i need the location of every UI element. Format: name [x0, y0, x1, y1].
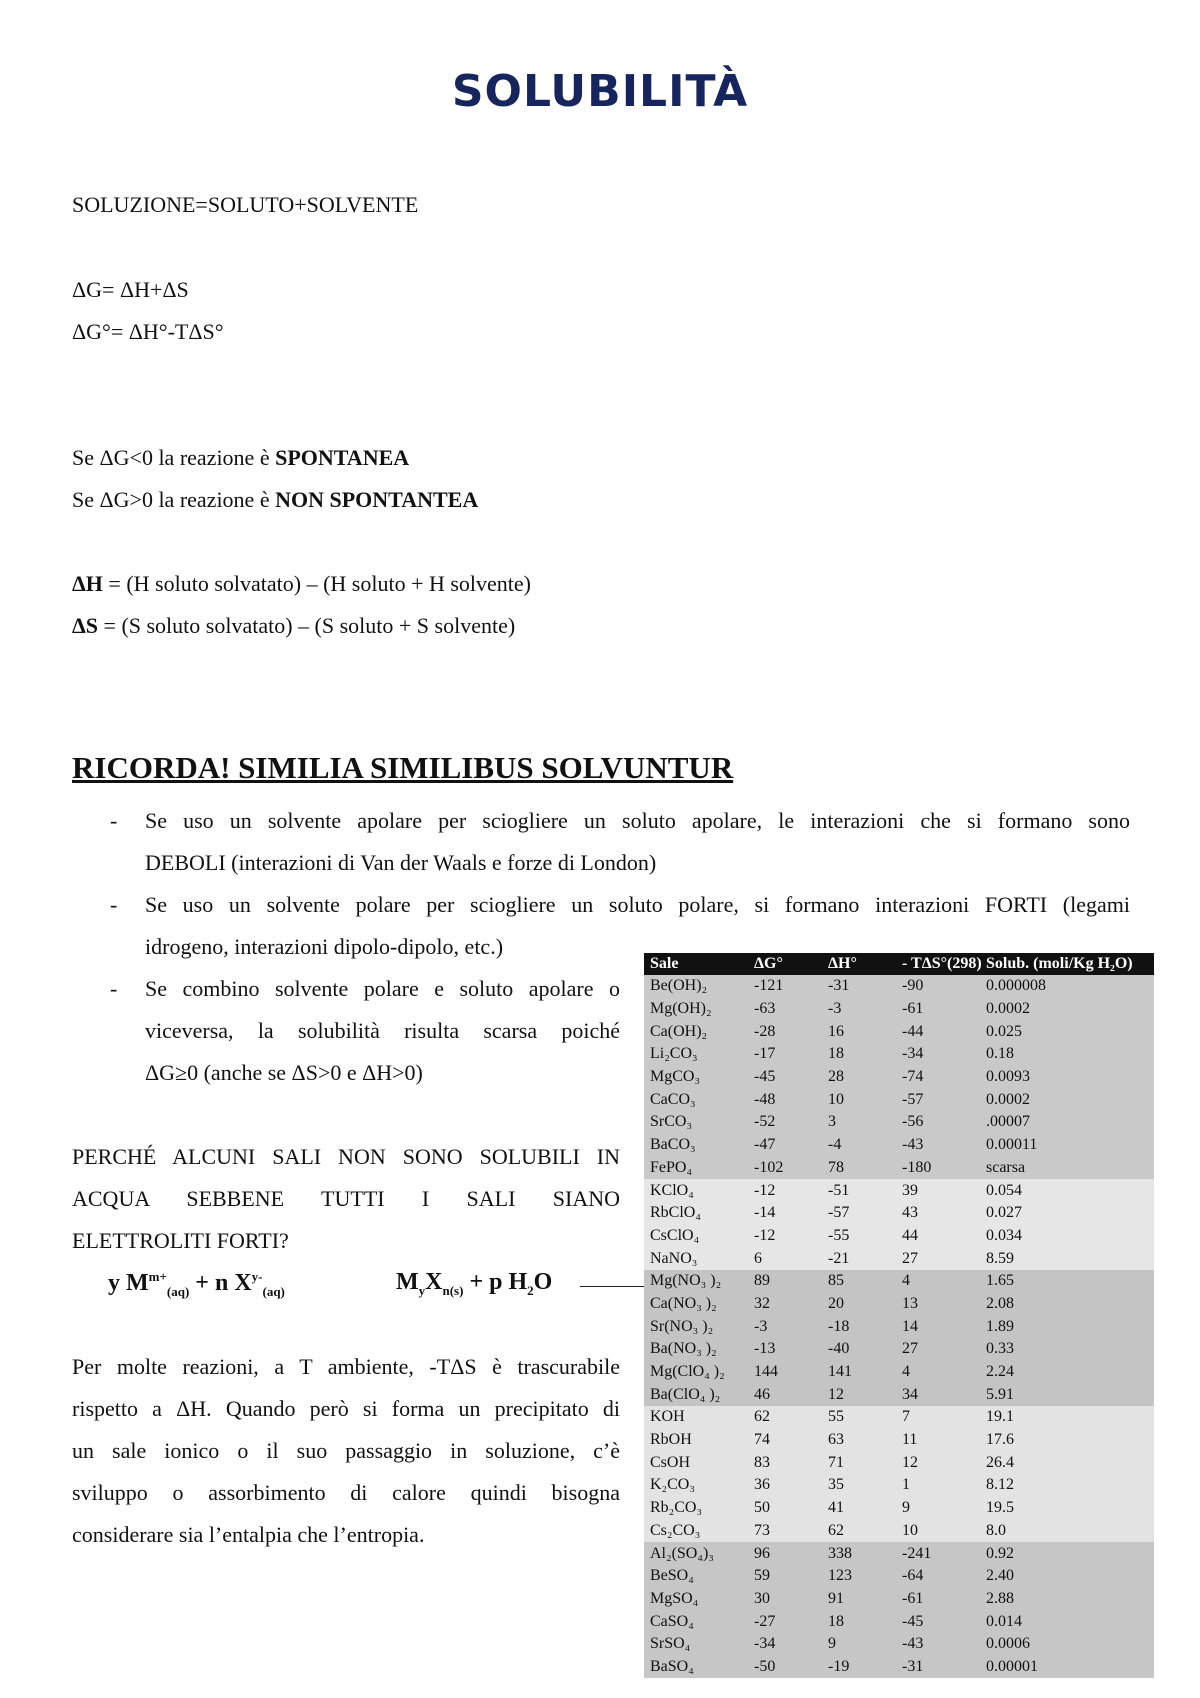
- bullet-1-line-2: DEBOLI (interazioni di Van der Waals e forze di London): [145, 850, 657, 875]
- cell-t-delta-s: -34: [896, 1043, 980, 1066]
- cell-delta-h: -21: [822, 1247, 896, 1270]
- cell-salt: KClO₄: [644, 1179, 748, 1202]
- cell-delta-h: -19: [822, 1656, 896, 1679]
- table-row: [644, 1474, 1154, 1497]
- cell-delta-h: -51: [822, 1179, 896, 1202]
- header-solubility: Solub. (moli/Kg H₂O): [980, 953, 1154, 975]
- cell-t-delta-s: -45: [896, 1610, 980, 1633]
- non-spontaneous-prefix: Se ΔG>0 la reazione è: [72, 487, 276, 512]
- cell-delta-h: -3: [822, 998, 896, 1021]
- cell-solubility: 26.4: [980, 1451, 1154, 1474]
- table-row: [644, 1020, 1154, 1043]
- bullet-marker: -: [110, 808, 118, 833]
- header-delta-h: ΔH°: [822, 953, 896, 975]
- enthalpy-text: = (H soluto solvatato) – (H soluto + H solvente): [102, 571, 532, 596]
- cell-salt: Mg(OH)₂: [644, 998, 748, 1021]
- cell-solubility: 8.12: [980, 1474, 1154, 1497]
- reaction-reactants: y $M^{m+}_{(aq)} + n$ $X^{y-}_{(aq)}$: [108, 1269, 285, 1299]
- cell-t-delta-s: 43: [896, 1202, 980, 1225]
- cell-delta-h: 91: [822, 1588, 896, 1611]
- cell-t-delta-s: 4: [896, 1270, 980, 1293]
- cell-delta-h: 41: [822, 1497, 896, 1520]
- cell-delta-g: 30: [748, 1588, 822, 1611]
- cell-delta-h: 3: [822, 1111, 896, 1134]
- cell-solubility: 0.00001: [980, 1656, 1154, 1679]
- cell-salt: RbClO₄: [644, 1202, 748, 1225]
- cell-salt: CsClO₄: [644, 1225, 748, 1248]
- cell-delta-h: 16: [822, 1020, 896, 1043]
- cell-solubility: 0.33: [980, 1338, 1154, 1361]
- table-row: [644, 1451, 1154, 1474]
- table-row: [644, 1520, 1154, 1543]
- table-row: [644, 1565, 1154, 1588]
- bullet-1-line-1: Se uso un solvente apolare per sciogliere un soluto apolare, le interazioni che si formano sono: [145, 808, 1130, 833]
- paragraph-line-3: un sale ionico o il suo passaggio in soluzione, c’è: [72, 1438, 620, 1463]
- spontaneous-line: [72, 445, 409, 471]
- table-row: [644, 1610, 1154, 1633]
- cell-delta-g: 74: [748, 1429, 822, 1452]
- cell-t-delta-s: 39: [896, 1179, 980, 1202]
- table-body: [644, 975, 1154, 1678]
- enthalpy-definition: [72, 571, 531, 597]
- cell-solubility: 0.0006: [980, 1633, 1154, 1656]
- cell-salt: BaCO₃: [644, 1134, 748, 1157]
- cell-delta-g: 6: [748, 1247, 822, 1270]
- entropy-symbol: ΔS: [72, 613, 99, 638]
- cell-t-delta-s: 13: [896, 1293, 980, 1316]
- cell-salt: Ba(NO₃ )₂: [644, 1338, 748, 1361]
- cell-t-delta-s: -43: [896, 1633, 980, 1656]
- table-row: [644, 1134, 1154, 1157]
- table-row: [644, 1497, 1154, 1520]
- cell-delta-g: 32: [748, 1293, 822, 1316]
- cell-delta-h: -4: [822, 1134, 896, 1157]
- cell-delta-g: 144: [748, 1361, 822, 1384]
- bullet-2-line-2: idrogeno, interazioni dipolo-dipolo, etc.): [145, 934, 504, 959]
- cell-delta-h: -57: [822, 1202, 896, 1225]
- cell-delta-g: -102: [748, 1157, 822, 1180]
- cell-delta-g: 59: [748, 1565, 822, 1588]
- cell-t-delta-s: -31: [896, 1656, 980, 1679]
- cell-delta-g: 83: [748, 1451, 822, 1474]
- cell-t-delta-s: -61: [896, 998, 980, 1021]
- cell-solubility: 19.5: [980, 1497, 1154, 1520]
- table-row: [644, 1429, 1154, 1452]
- cell-delta-g: -28: [748, 1020, 822, 1043]
- cell-t-delta-s: 1: [896, 1474, 980, 1497]
- paragraph-line-5: considerare sia l’entalpia che l’entropia.: [72, 1522, 425, 1547]
- cell-solubility: 0.027: [980, 1202, 1154, 1225]
- cell-delta-g: -27: [748, 1610, 822, 1633]
- cell-salt: Ca(NO₃ )₂: [644, 1293, 748, 1316]
- cell-salt: BeSO₄: [644, 1565, 748, 1588]
- cell-delta-h: 63: [822, 1429, 896, 1452]
- cell-solubility: 2.88: [980, 1588, 1154, 1611]
- table-header-row: [644, 953, 1154, 975]
- bullet-3-line-2: viceversa, la solubilità risulta scarsa poiché: [145, 1018, 620, 1043]
- cell-salt: MgCO₃: [644, 1066, 748, 1089]
- cell-salt: FePO₄: [644, 1157, 748, 1180]
- cell-salt: NaNO₃: [644, 1247, 748, 1270]
- cell-delta-g: 50: [748, 1497, 822, 1520]
- cell-t-delta-s: -57: [896, 1088, 980, 1111]
- cell-t-delta-s: 10: [896, 1520, 980, 1543]
- table-row: [644, 1315, 1154, 1338]
- table-row: [644, 1542, 1154, 1565]
- cell-delta-h: 9: [822, 1633, 896, 1656]
- cell-solubility: scarsa: [980, 1157, 1154, 1180]
- cell-delta-g: 73: [748, 1520, 822, 1543]
- cell-t-delta-s: 44: [896, 1225, 980, 1248]
- cell-solubility: 1.65: [980, 1270, 1154, 1293]
- reaction-connector-line: [580, 1286, 644, 1287]
- entropy-text: = (S soluto solvatato) – (S soluto + S solvente): [98, 613, 516, 638]
- cell-t-delta-s: -74: [896, 1066, 980, 1089]
- cell-solubility: 2.08: [980, 1293, 1154, 1316]
- cell-delta-h: 20: [822, 1293, 896, 1316]
- cell-salt: CsOH: [644, 1451, 748, 1474]
- cell-solubility: .00007: [980, 1111, 1154, 1134]
- cell-delta-h: -18: [822, 1315, 896, 1338]
- cell-delta-g: 46: [748, 1383, 822, 1406]
- table-row: [644, 998, 1154, 1021]
- enthalpy-symbol: ΔH: [72, 571, 103, 596]
- cell-delta-h: 18: [822, 1043, 896, 1066]
- question-line-1: PERCHÉ ALCUNI SALI NON SONO SOLUBILI IN: [72, 1144, 620, 1169]
- table-row: [644, 1179, 1154, 1202]
- cell-salt: Ca(OH)₂: [644, 1020, 748, 1043]
- bullet-3-line-3: ΔG≥0 (anche se ΔS>0 e ΔH>0): [145, 1060, 423, 1085]
- cell-t-delta-s: 11: [896, 1429, 980, 1452]
- cell-t-delta-s: 12: [896, 1451, 980, 1474]
- cell-delta-g: -45: [748, 1066, 822, 1089]
- cell-t-delta-s: -56: [896, 1111, 980, 1134]
- cell-salt: SrSO₄: [644, 1633, 748, 1656]
- cell-solubility: 0.0002: [980, 998, 1154, 1021]
- cell-delta-h: -31: [822, 975, 896, 998]
- cell-solubility: 0.054: [980, 1179, 1154, 1202]
- cell-t-delta-s: 7: [896, 1406, 980, 1429]
- cell-delta-h: 141: [822, 1361, 896, 1384]
- cell-solubility: 0.18: [980, 1043, 1154, 1066]
- cell-salt: Al₂(SO₄)₃: [644, 1542, 748, 1565]
- cell-salt: CaCO₃: [644, 1088, 748, 1111]
- cell-delta-g: -3: [748, 1315, 822, 1338]
- header-salt: Sale: [644, 953, 748, 975]
- spontaneous-prefix: Se ΔG<0 la reazione è: [72, 445, 276, 470]
- cell-delta-g: -52: [748, 1111, 822, 1134]
- table-row: [644, 1633, 1154, 1656]
- cell-delta-g: -47: [748, 1134, 822, 1157]
- cell-delta-h: 10: [822, 1088, 896, 1111]
- non-spontaneous-bold: NON SPONTANTEA: [275, 487, 479, 512]
- table-row: [644, 1202, 1154, 1225]
- cell-salt: K₂CO₃: [644, 1474, 748, 1497]
- cell-delta-g: 62: [748, 1406, 822, 1429]
- cell-delta-g: -12: [748, 1179, 822, 1202]
- cell-delta-g: -63: [748, 998, 822, 1021]
- cell-delta-h: 62: [822, 1520, 896, 1543]
- cell-salt: Mg(NO₃ )₂: [644, 1270, 748, 1293]
- table-row: [644, 1066, 1154, 1089]
- table-row: [644, 1088, 1154, 1111]
- bullet-marker: -: [110, 976, 118, 1001]
- cell-salt: Sr(NO₃ )₂: [644, 1315, 748, 1338]
- cell-delta-h: 55: [822, 1406, 896, 1429]
- cell-delta-h: 71: [822, 1451, 896, 1474]
- gibbs-standard-equation: ΔG°= ΔH°-TΔS°: [72, 319, 224, 344]
- header-delta-g: ΔG°: [748, 953, 822, 975]
- paragraph-line-4: sviluppo o assorbimento di calore quindi bisogna: [72, 1480, 620, 1505]
- cell-t-delta-s: -90: [896, 975, 980, 998]
- cell-t-delta-s: -180: [896, 1157, 980, 1180]
- cell-salt: Li₂CO₃: [644, 1043, 748, 1066]
- cell-solubility: 0.92: [980, 1542, 1154, 1565]
- entropy-definition: [72, 613, 515, 639]
- cell-solubility: 1.89: [980, 1315, 1154, 1338]
- cell-delta-g: -34: [748, 1633, 822, 1656]
- paragraph-line-2: rispetto a ΔH. Quando però si forma un precipitato di: [72, 1396, 620, 1421]
- cell-t-delta-s: 27: [896, 1247, 980, 1270]
- cell-solubility: 17.6: [980, 1429, 1154, 1452]
- cell-delta-g: -14: [748, 1202, 822, 1225]
- cell-t-delta-s: 14: [896, 1315, 980, 1338]
- table-row: [644, 1111, 1154, 1134]
- cell-delta-h: -40: [822, 1338, 896, 1361]
- question-line-3: ELETTROLITI FORTI?: [72, 1228, 289, 1253]
- cell-solubility: 2.40: [980, 1565, 1154, 1588]
- table-row: [644, 1588, 1154, 1611]
- cell-solubility: 2.24: [980, 1361, 1154, 1384]
- cell-t-delta-s: 27: [896, 1338, 980, 1361]
- cell-salt: Rb₂CO₃: [644, 1497, 748, 1520]
- cell-delta-g: -12: [748, 1225, 822, 1248]
- table-row: [644, 1406, 1154, 1429]
- table-row: [644, 1656, 1154, 1679]
- cell-delta-g: -13: [748, 1338, 822, 1361]
- cell-delta-g: -48: [748, 1088, 822, 1111]
- page-title: SOLUBILITÀ: [451, 66, 749, 117]
- cell-salt: MgSO₄: [644, 1588, 748, 1611]
- bullet-2-line-1: Se uso un solvente polare per sciogliere un soluto polare, si formano interazioni FORTI (legami: [145, 892, 1130, 917]
- table-row: [644, 1043, 1154, 1066]
- cell-delta-h: 338: [822, 1542, 896, 1565]
- cell-t-delta-s: -44: [896, 1020, 980, 1043]
- cell-t-delta-s: -64: [896, 1565, 980, 1588]
- cell-salt: RbOH: [644, 1429, 748, 1452]
- cell-solubility: 0.034: [980, 1225, 1154, 1248]
- table-row: [644, 975, 1154, 998]
- cell-delta-h: 35: [822, 1474, 896, 1497]
- cell-salt: Mg(ClO₄ )₂: [644, 1361, 748, 1384]
- cell-delta-h: 28: [822, 1066, 896, 1089]
- cell-delta-h: 123: [822, 1565, 896, 1588]
- cell-t-delta-s: 34: [896, 1383, 980, 1406]
- cell-delta-h: 18: [822, 1610, 896, 1633]
- cell-delta-h: -55: [822, 1225, 896, 1248]
- table-row: [644, 1338, 1154, 1361]
- section-heading: RICORDA! SIMILIA SIMILIBUS SOLVUNTUR: [72, 750, 734, 785]
- cell-delta-h: 12: [822, 1383, 896, 1406]
- table-row: [644, 1247, 1154, 1270]
- bullet-marker: -: [110, 892, 118, 917]
- cell-solubility: 0.0093: [980, 1066, 1154, 1089]
- table-row: [644, 1225, 1154, 1248]
- cell-salt: SrCO₃: [644, 1111, 748, 1134]
- cell-delta-h: 78: [822, 1157, 896, 1180]
- solubility-table: [644, 953, 1154, 1678]
- cell-salt: CaSO₄: [644, 1610, 748, 1633]
- cell-delta-g: -50: [748, 1656, 822, 1679]
- table-row: [644, 1293, 1154, 1316]
- cell-solubility: 0.014: [980, 1610, 1154, 1633]
- cell-t-delta-s: -241: [896, 1542, 980, 1565]
- cell-solubility: 5.91: [980, 1383, 1154, 1406]
- cell-salt: Cs₂CO₃: [644, 1520, 748, 1543]
- cell-delta-g: -17: [748, 1043, 822, 1066]
- table-row: [644, 1270, 1154, 1293]
- non-spontaneous-line: [72, 487, 478, 513]
- paragraph-line-1: Per molte reazioni, a T ambiente, -TΔS è trascurabile: [72, 1354, 620, 1379]
- cell-delta-g: 96: [748, 1542, 822, 1565]
- cell-solubility: 0.0002: [980, 1088, 1154, 1111]
- spontaneous-bold: SPONTANEA: [275, 445, 410, 470]
- gibbs-equation: ΔG= ΔH+ΔS: [72, 277, 189, 302]
- cell-salt: Ba(ClO₄ )₂: [644, 1383, 748, 1406]
- cell-delta-h: 85: [822, 1270, 896, 1293]
- cell-t-delta-s: -43: [896, 1134, 980, 1157]
- cell-delta-g: 89: [748, 1270, 822, 1293]
- cell-salt: Be(OH)₂: [644, 975, 748, 998]
- cell-delta-g: 36: [748, 1474, 822, 1497]
- cell-t-delta-s: 9: [896, 1497, 980, 1520]
- cell-t-delta-s: 4: [896, 1361, 980, 1384]
- cell-delta-g: -121: [748, 975, 822, 998]
- cell-solubility: 8.59: [980, 1247, 1154, 1270]
- table-row: [644, 1361, 1154, 1384]
- bullet-3-line-1: Se combino solvente polare e soluto apolare o: [145, 976, 620, 1001]
- cell-t-delta-s: -61: [896, 1588, 980, 1611]
- cell-salt: KOH: [644, 1406, 748, 1429]
- cell-solubility: 0.000008: [980, 975, 1154, 998]
- reaction-products: $M_yX_{n(s)} + p$ $H_2O$: [396, 1269, 553, 1298]
- question-line-2: ACQUA SEBBENE TUTTI I SALI SIANO: [72, 1186, 620, 1211]
- cell-salt: BaSO₄: [644, 1656, 748, 1679]
- cell-solubility: 0.025: [980, 1020, 1154, 1043]
- table-row: [644, 1383, 1154, 1406]
- solution-definition: SOLUZIONE=SOLUTO+SOLVENTE: [72, 192, 419, 217]
- cell-solubility: 0.00011: [980, 1134, 1154, 1157]
- cell-solubility: 8.0: [980, 1520, 1154, 1543]
- cell-solubility: 19.1: [980, 1406, 1154, 1429]
- table-row: [644, 1157, 1154, 1180]
- header-t-delta-s: - TΔS°(298): [896, 953, 980, 975]
